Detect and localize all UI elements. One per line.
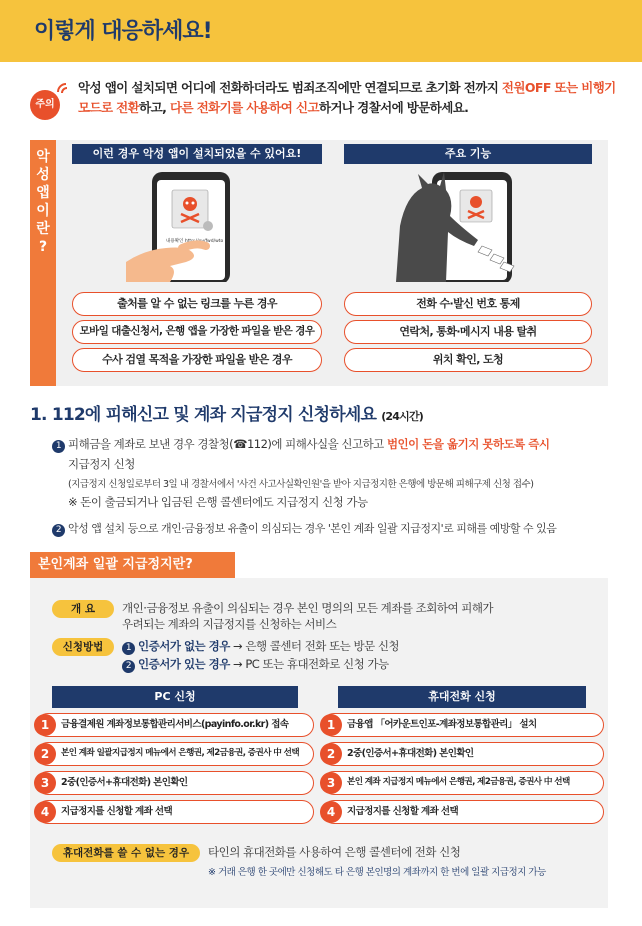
- method-line2: 2 인증서가 있는 경우 → PC 또는 휴대전화로 신청 가능: [122, 656, 389, 673]
- step-number-icon: 2: [320, 743, 342, 765]
- step-number-icon: 2: [34, 743, 56, 765]
- overview-line1: 개인·금융정보 유출이 의심되는 경우 본인 명의의 모든 계좌를 조회하여 피해가: [122, 601, 494, 615]
- caution-badge: 주의: [30, 90, 60, 120]
- overview-line2: 우려되는 계좌의 지급정지를 신청하는 서비스: [122, 617, 337, 631]
- pc-step: 본인 계좌 일괄지급정지 메뉴에서 은행권, 제2금융권, 증권사 中 선택: [36, 742, 314, 766]
- page-header: [0, 0, 642, 62]
- section1-item1: 1 피해금을 계좌로 보낸 경우 경찰청(☎112)에 피해사실을 신고하고 범인이 돈을 옮기지 못하도록 즉시: [52, 436, 550, 453]
- mobile-step: 본인 계좌 지급정지 메뉴에서 은행권, 제2금융권, 증권사 中 선택: [322, 771, 604, 795]
- method-tag: 신청방법: [52, 638, 114, 656]
- step-number-icon: 4: [34, 801, 56, 823]
- caution-text: 악성 앱이 설치되면 어디에 전화하더라도 범죄조직에만 연결되므로 초기화 전까지 전원OFF 또는 비행기 모드로 전환하고, 다른 전화기를 사용하여 신고하거나 경찰서에 방문하세요.: [78, 80, 616, 115]
- pc-step: 금융결제원 계좌정보통합관리서비스(payinfo.or.kr) 접속: [36, 713, 314, 737]
- step-number-icon: 4: [320, 801, 342, 823]
- malware-functions-header: 주요 기능: [344, 144, 592, 164]
- no-phone-note: ※ 거래 은행 한 곳에만 신청해도 타 은행 본인명의 계좌까지 한 번에 일괄 지급정지 가능: [208, 867, 546, 878]
- item-number-icon: 2: [122, 660, 135, 673]
- pc-step: 2중(인증서+휴대전화) 본인확인: [36, 771, 314, 795]
- step-number-icon: 3: [320, 772, 342, 794]
- pc-step: 지급정지를 신청할 계좌 선택: [36, 800, 314, 824]
- section1-item1-extra: ※ 돈이 출금되거나 입금된 은행 콜센터에도 지급정지 신청 가능: [68, 495, 368, 509]
- section1-item1-note: (지급정지 신청일로부터 3일 내 경찰서에서 '사건 사고사실확인원'을 받아 지급정지한 은행에 방문해 피해구제 신청 접수): [68, 479, 534, 490]
- alert-waves-icon: [54, 80, 76, 102]
- malware-cases-header: 이런 경우 악성 앱이 설치되었을 수 있어요!: [72, 144, 322, 164]
- mobile-step: 금융앱 「어카운트인포-계좌정보통합관리」 설치: [322, 713, 604, 737]
- malware-case-item: 모바일 대출신청서, 은행 앱을 가장한 파일을 받은 경우: [72, 320, 322, 344]
- pc-header: PC 신청: [52, 686, 298, 708]
- overview-tag: 개 요: [52, 600, 114, 618]
- section1-title: 1. 112에 피해신고 및 계좌 지급정지 신청하세요 (24시간): [30, 405, 424, 425]
- mobile-header: 휴대전화 신청: [338, 686, 586, 708]
- item-number-icon: 1: [122, 642, 135, 655]
- mobile-step: 지급정지를 신청할 계좌 선택: [322, 800, 604, 824]
- malware-function-item: 위치 확인, 도청: [344, 348, 592, 372]
- step-number-icon: 1: [320, 714, 342, 736]
- malware-case-item: 출처를 알 수 없는 링크를 누른 경우: [72, 292, 322, 316]
- bulk-stop-banner: 본인계좌 일괄 지급정지란?: [30, 552, 235, 578]
- section1-item2: 2 악성 앱 설치 등으로 개인·금융정보 유출이 의심되는 경우 '본인 계좌 일괄 지급정지'로 피해를 예방할 수 있음: [52, 520, 556, 537]
- section1-item1-cont: 지급정지 신청: [68, 457, 135, 471]
- no-phone-tag: 휴대전화를 쓸 수 없는 경우: [52, 844, 200, 862]
- step-number-icon: 3: [34, 772, 56, 794]
- phone-link-illustration: [126, 166, 268, 282]
- phone-caption: 내용확인 http://ey/fwd/wto: [166, 239, 224, 244]
- mobile-step: 2중(인증서+휴대전화) 본인확인: [322, 742, 604, 766]
- caution-notice: [30, 78, 620, 128]
- item-number-icon: 1: [52, 440, 65, 453]
- step-number-icon: 1: [34, 714, 56, 736]
- malware-case-item: 수사 검열 목적을 가장한 파일을 받은 경우: [72, 348, 322, 372]
- page-title: 이렇게 대응하세요!: [34, 19, 212, 44]
- malware-side-label: 악 성 앱 이 란 ?: [30, 140, 56, 386]
- no-phone-text: 타인의 휴대전화를 사용하여 은행 콜센터에 전화 신청: [208, 845, 461, 859]
- devil-phone-illustration: [396, 166, 538, 282]
- malware-function-item: 연락처, 통화·메시지 내용 탈취: [344, 320, 592, 344]
- item-number-icon: 2: [52, 524, 65, 537]
- method-line1: 1 인증서가 없는 경우 → 은행 콜센터 전화 또는 방문 신청: [122, 638, 399, 655]
- malware-function-item: 전화 수·발신 번호 통제: [344, 292, 592, 316]
